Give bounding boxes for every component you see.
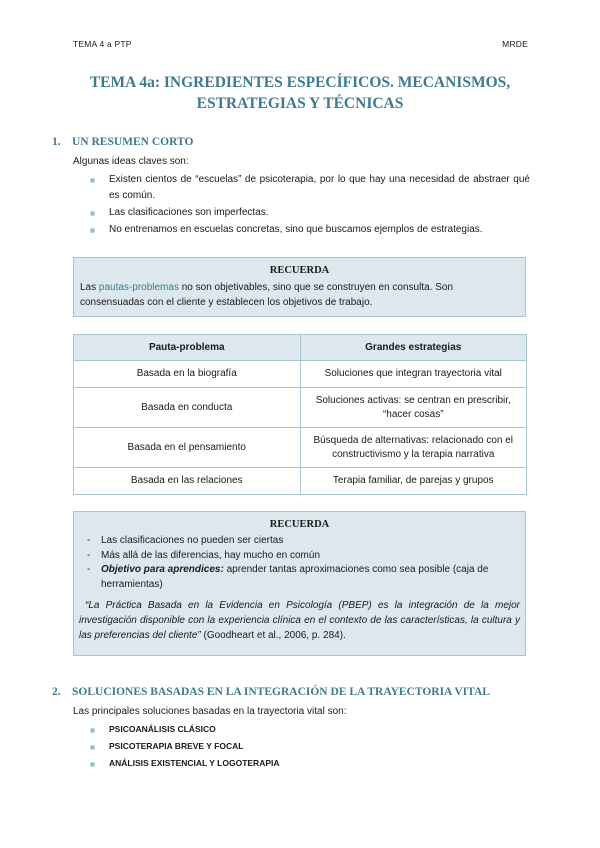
bullet-text: No entrenamos en escuelas concretas, sino que buscamos ejemplos de estrategias. xyxy=(109,223,483,235)
section-1-number: 1. xyxy=(52,136,61,148)
column-header: Grandes estrategias xyxy=(300,335,527,361)
table-header-row xyxy=(74,335,527,361)
bullet-icon xyxy=(90,211,95,216)
section-2-intro: Las principales soluciones basadas en la trayectoria vital son: xyxy=(73,706,347,717)
header-right: MRDE xyxy=(502,39,528,49)
recuerda-text-pre: Las xyxy=(80,282,99,293)
title-line-2: ESTRATEGIAS Y TÉCNICAS xyxy=(196,95,404,112)
section-1-intro: Algunas ideas claves son: xyxy=(73,156,189,167)
list-item xyxy=(90,756,530,772)
bullet-text: PSICOTERAPIA BREVE Y FOCAL xyxy=(109,741,244,751)
pauta-estrategia-table xyxy=(73,334,527,495)
objective-text: aprender tantas aproximaciones como sea posible (caja de herramientas) xyxy=(101,564,489,590)
list-item: - Las clasificaciones no pueden ser ciertas xyxy=(87,535,284,546)
page-title xyxy=(60,72,540,114)
table-cell: Basada en la biografía xyxy=(74,361,301,388)
bullet-text: Las clasificaciones son imperfectas. xyxy=(109,206,269,218)
table-cell: Basada en el pensamiento xyxy=(74,428,301,468)
section-2-heading xyxy=(52,686,490,698)
recuerda-box-2 xyxy=(73,511,526,656)
recuerda-box-1 xyxy=(73,257,526,317)
table-cell: Basada en las relaciones xyxy=(74,468,301,495)
recuerda-text xyxy=(80,280,519,310)
column-header: Pauta-problema xyxy=(74,335,301,361)
bullet-icon xyxy=(90,762,95,767)
bullet-icon xyxy=(90,228,95,233)
list-item xyxy=(90,172,530,203)
table-row xyxy=(74,361,527,388)
section-2-bullet-list xyxy=(90,722,530,773)
section-2-number: 2. xyxy=(52,686,61,698)
table-cell: Soluciones activas: se centran en prescribir, “hacer cosas” xyxy=(300,388,527,428)
objective-label: Objetivo para aprendices: xyxy=(101,564,224,575)
bullet-icon xyxy=(90,728,95,733)
table-cell: Soluciones que integran trayectoria vital xyxy=(300,361,527,388)
list-item: - Más allá de las diferencias, hay mucho en común xyxy=(87,549,321,561)
table-cell: Búsqueda de alternativas: relacionado con el constructivismo y la terapia narrativa xyxy=(300,428,527,468)
recuerda-title: RECUERDA xyxy=(269,265,330,276)
recuerda-list xyxy=(79,534,520,592)
bullet-icon xyxy=(90,178,95,183)
table-row xyxy=(74,468,527,495)
recuerda-title: RECUERDA xyxy=(269,519,330,530)
pautas-problemas-highlight: pautas-problemas xyxy=(98,282,179,293)
pbep-quote xyxy=(79,598,520,643)
list-item xyxy=(90,739,530,755)
list-item-text: Las clasificaciones no pueden ser ciertas xyxy=(101,535,284,546)
bullet-text: Existen cientos de “escuelas” de psicoterapia, por lo que hay una necesidad de abstraer qué es común. xyxy=(109,174,530,201)
quote-citation: (Goodheart et al., 2006, p. 284). xyxy=(200,630,346,641)
table-row xyxy=(74,388,527,428)
bullet-icon xyxy=(90,745,95,750)
title-line-1: TEMA 4a: INGREDIENTES ESPECÍFICOS. MECANISMOS, xyxy=(89,74,511,91)
section-1-bullet-list xyxy=(90,172,530,239)
table-row xyxy=(74,428,527,468)
list-item xyxy=(90,205,530,221)
list-item: - Objetivo para aprendices: aprender tantas aproximaciones como sea posible (caja de herramientas) xyxy=(87,564,489,590)
section-1-title: UN RESUMEN CORTO xyxy=(72,136,194,148)
list-item-text: Más allá de las diferencias, hay mucho en común xyxy=(101,549,321,561)
section-1-heading xyxy=(52,136,193,148)
list-item xyxy=(90,722,530,738)
bullet-text: PSICOANÁLISIS CLÁSICO xyxy=(109,724,216,734)
section-2-title: SOLUCIONES BASADAS EN LA INTEGRACIÓN DE LA TRAYECTORIA VITAL xyxy=(72,686,490,698)
table-cell: Terapia familiar, de parejas y grupos xyxy=(300,468,527,495)
bullet-text: ANÁLISIS EXISTENCIAL Y LOGOTERAPIA xyxy=(109,758,280,768)
quote-text: “La Práctica Basada en la Evidencia en Psicología (PBEP) es la integración de la mejor investigación disponible con la experiencia clínica en el contexto de las características, la cultura y las preferencias del cliente” xyxy=(79,600,520,641)
list-item xyxy=(90,222,530,238)
recuerda-text-post: no son objetivables, sino que se construyen en consulta. Son consensuadas con el cliente y establecen los objetivos de trabajo. xyxy=(80,282,454,308)
header-left: TEMA 4 a PTP xyxy=(73,39,132,49)
table-cell: Basada en conducta xyxy=(74,388,301,428)
